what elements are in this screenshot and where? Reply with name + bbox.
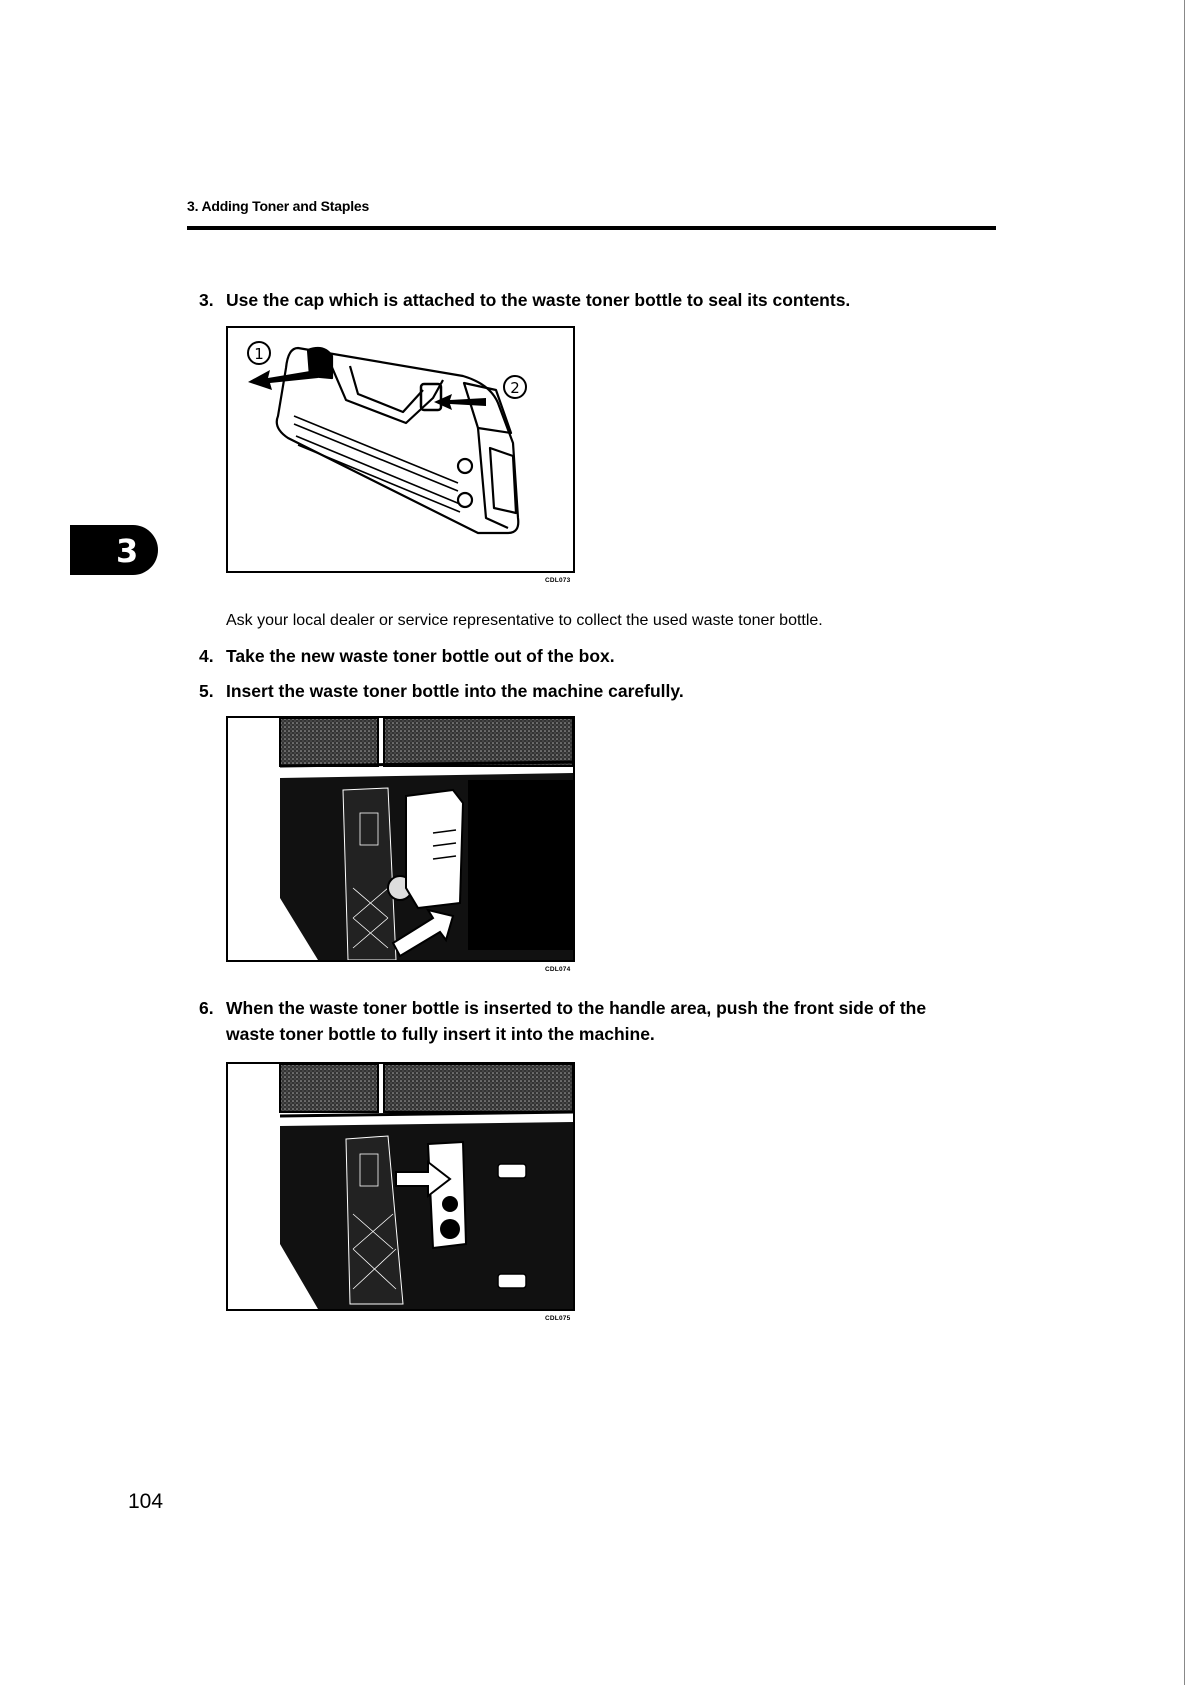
page-number: 104 — [128, 1490, 164, 1513]
scan-edge-line — [1184, 0, 1185, 1685]
step-text: Take the new waste toner bottle out of the box. — [226, 646, 615, 666]
step-text-line-2: waste toner bottle to fully insert it into the machine. — [226, 1024, 655, 1044]
note-text: Ask your local dealer or service representative to collect the used waste toner bottle. — [226, 612, 823, 629]
figure-push-bottle — [226, 1062, 575, 1311]
step-text-line-1: When the waste toner bottle is inserted to the handle area, push the front side of the — [226, 998, 927, 1018]
figure-insert-bottle — [226, 716, 575, 962]
step-4 — [199, 643, 979, 669]
step-6 — [199, 995, 979, 1047]
figure-code: CDL074 — [545, 966, 571, 973]
figure-code: CDL073 — [545, 577, 571, 584]
toner-bottle-illustration — [228, 328, 573, 571]
chapter-tab — [70, 525, 158, 575]
step-text: Use the cap which is attached to the waste toner bottle to seal its contents. — [226, 290, 851, 310]
step-number: 5. — [199, 681, 214, 701]
step-text: Insert the waste toner bottle into the machine carefully. — [226, 681, 684, 701]
chapter-tab-number: 3 — [116, 532, 139, 570]
step-3 — [199, 287, 979, 313]
step-number: 6. — [199, 998, 214, 1018]
step-number: 3. — [199, 290, 214, 310]
callout-1: 1 — [254, 345, 264, 363]
running-header: 3. Adding Toner and Staples — [187, 198, 370, 214]
figure-waste-toner-bottle-cap — [226, 326, 575, 573]
machine-push-illustration — [228, 1064, 573, 1309]
machine-insert-illustration — [228, 718, 573, 960]
figure-code: CDL075 — [545, 1315, 571, 1322]
step-5 — [199, 678, 979, 704]
header-rule — [187, 226, 996, 230]
step-number: 4. — [199, 646, 214, 666]
callout-2: 2 — [510, 379, 520, 397]
